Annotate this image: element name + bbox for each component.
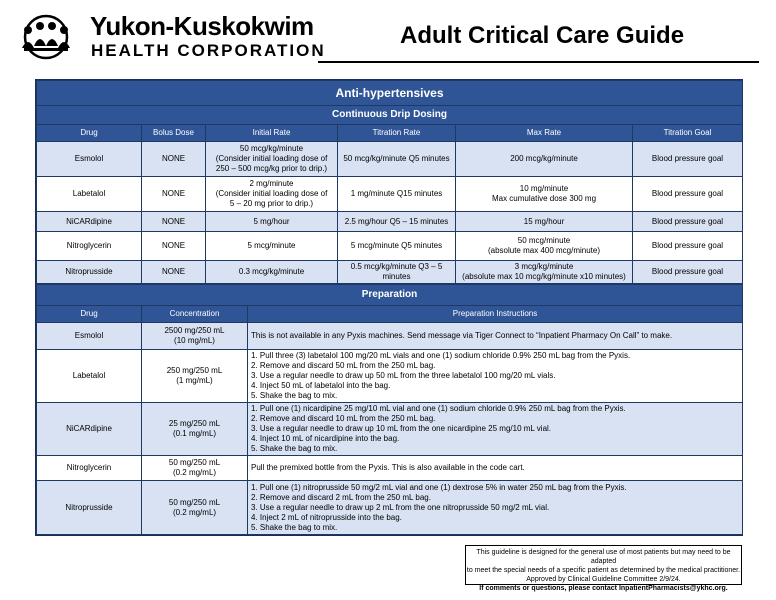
prep-col-header-drug: Drug bbox=[37, 306, 142, 323]
drug-name: Labetalol bbox=[37, 177, 142, 212]
preparation-instructions-line: 3. Use a regular needle to draw up 10 mL from the one nicardipine 25 mg/10 mL vial. bbox=[251, 424, 552, 433]
initial-rate-line: (Consider initial loading dose of bbox=[215, 154, 328, 163]
concentration-line: (0.2 mg/mL) bbox=[172, 507, 217, 517]
drip-table bbox=[36, 80, 743, 284]
concentration-line: (0.1 mg/mL) bbox=[172, 429, 217, 438]
initial-rate-line: 5 mcg/minute bbox=[247, 241, 296, 250]
preparation-instructions-line: 4. Inject 10 mL of nicardipine into the bag. bbox=[251, 434, 400, 443]
titration-rate: 0.5 mcg/kg/minute Q3 – 5 minutes bbox=[338, 261, 456, 284]
disclaimer-line-2: to meet the special needs of a specific patient as determined by the medical practitioner. bbox=[466, 567, 741, 574]
initial-rate-line: 2 mg/minute bbox=[249, 179, 294, 188]
preparation-instructions-line: 2. Remove and discard 2 mL from the 250 mL bag. bbox=[251, 492, 431, 502]
col-header-titration-goal: Titration Goal bbox=[633, 125, 743, 142]
concentration-line: 50 mg/250 mL bbox=[168, 497, 221, 507]
preparation-instructions-line: 1. Pull three (3) labetalol 100 mg/20 mL vials and one (1) sodium chloride 0.9% 250 mL bag from the Pyxis. bbox=[251, 351, 631, 360]
title-underline bbox=[318, 61, 759, 63]
drip-rows bbox=[37, 142, 743, 284]
preparation-instructions bbox=[248, 350, 743, 403]
prep-title: Preparation bbox=[37, 285, 743, 306]
ykhc-logo-icon bbox=[16, 14, 76, 60]
initial-rate-line: 50 mcg/kg/minute bbox=[239, 144, 304, 153]
concentration bbox=[142, 456, 248, 481]
titration-goal: Blood pressure goal bbox=[633, 142, 743, 177]
concentration bbox=[142, 481, 248, 535]
titration-goal: Blood pressure goal bbox=[633, 261, 743, 284]
max-rate-line: 3 mcg/kg/minute bbox=[514, 262, 574, 271]
initial-rate-line: 5 – 20 mg prior to drip.) bbox=[229, 199, 314, 208]
initial-rate bbox=[206, 232, 338, 261]
bolus-dose: NONE bbox=[142, 261, 206, 284]
prep-col-header-concentration: Concentration bbox=[142, 306, 248, 323]
max-rate bbox=[456, 232, 633, 261]
initial-rate-line: (Consider initial loading dose of bbox=[215, 189, 328, 198]
max-rate-line: 10 mg/minute bbox=[519, 184, 569, 193]
preparation-instructions-line: This is not available in any Pyxis machines. Send message via Tiger Connect to “Inpatient Pharmacy On Call” to make. bbox=[251, 331, 673, 340]
titration-goal: Blood pressure goal bbox=[633, 232, 743, 261]
concentration bbox=[142, 350, 248, 403]
col-header-titration-rate: Titration Rate bbox=[338, 125, 456, 142]
col-header-max-rate: Max Rate bbox=[456, 125, 633, 142]
section-title: Anti-hypertensives bbox=[37, 81, 743, 106]
preparation-instructions-line: 5. Shake the bag to mix. bbox=[251, 444, 338, 453]
titration-rate: 50 mcg/kg/minute Q5 minutes bbox=[338, 142, 456, 177]
initial-rate-line: 0.3 mcg/kg/minute bbox=[238, 267, 305, 276]
initial-rate bbox=[206, 142, 338, 177]
bolus-dose: NONE bbox=[142, 177, 206, 212]
max-rate-line: Max cumulative dose 300 mg bbox=[491, 194, 597, 203]
preparation-instructions-line: 5. Shake the bag to mix. bbox=[251, 391, 338, 400]
drug-name: NiCARdipine bbox=[37, 212, 142, 232]
initial-rate bbox=[206, 177, 338, 212]
max-rate bbox=[456, 177, 633, 212]
max-rate-line: 200 mcg/kg/minute bbox=[510, 154, 578, 163]
preparation-instructions bbox=[248, 456, 743, 481]
max-rate bbox=[456, 261, 633, 284]
max-rate-line: 50 mcg/minute bbox=[517, 236, 571, 245]
concentration bbox=[142, 323, 248, 350]
table-row bbox=[37, 350, 743, 403]
drug-name: Nitroprusside bbox=[37, 481, 142, 535]
preparation-instructions-line: 1. Pull one (1) nicardipine 25 mg/10 mL vial and one (1) sodium chloride 0.9% 250 mL bag from the Pyxis. bbox=[251, 404, 626, 413]
preparation-instructions-line: 3. Use a regular needle to draw up 2 mL from the one nitroprusside 50 mg/2 mL vial. bbox=[251, 502, 550, 512]
drug-name: Esmolol bbox=[37, 323, 142, 350]
preparation-instructions bbox=[248, 403, 743, 456]
preparation-instructions-line: 5. Shake the bag to mix. bbox=[251, 522, 338, 532]
bolus-dose: NONE bbox=[142, 212, 206, 232]
drip-title: Continuous Drip Dosing bbox=[37, 106, 743, 125]
concentration-line: (1 mg/mL) bbox=[176, 376, 213, 385]
drug-name: Nitroprusside bbox=[37, 261, 142, 284]
titration-rate: 1 mg/minute Q15 minutes bbox=[338, 177, 456, 212]
prep-table bbox=[36, 284, 743, 535]
table-row bbox=[37, 456, 743, 481]
disclaimer-line-3: Approved by Clinical Guideline Committee 2/9/24. bbox=[526, 576, 681, 583]
preparation-instructions-line: 2. Remove and discard 50 mL from the 250 mL bag. bbox=[251, 361, 436, 370]
initial-rate-line: 250 – 500 mcg/kg prior to drip.) bbox=[215, 164, 328, 173]
table-row bbox=[37, 403, 743, 456]
table-row bbox=[37, 212, 743, 232]
prep-col-header-instructions: Preparation Instructions bbox=[248, 306, 743, 323]
preparation-instructions-line: 3. Use a regular needle to draw up 50 mL from the three labetalol 100 mg/20 mL vials. bbox=[251, 371, 556, 380]
drug-name: Esmolol bbox=[37, 142, 142, 177]
table-row bbox=[37, 142, 743, 177]
org-subtitle: HEALTH CORPORATION bbox=[91, 41, 326, 60]
initial-rate bbox=[206, 261, 338, 284]
contact-line: If comments or questions, please contact InpatientPharmacists@ykhc.org. bbox=[479, 585, 728, 592]
initial-rate-line: 5 mg/hour bbox=[253, 216, 290, 226]
concentration-line: (0.2 mg/mL) bbox=[172, 468, 217, 477]
page-header bbox=[0, 0, 776, 75]
table-row bbox=[37, 177, 743, 212]
max-rate-line: 15 mg/hour bbox=[523, 216, 565, 226]
concentration-line: 50 mg/250 mL bbox=[168, 458, 221, 467]
concentration-line: (10 mg/mL) bbox=[174, 336, 215, 345]
preparation-instructions-line: Pull the premixed bottle from the Pyxis. This is also available in the code cart. bbox=[251, 463, 525, 472]
max-rate bbox=[456, 212, 633, 232]
anti-hypertensives-table bbox=[35, 79, 743, 536]
concentration bbox=[142, 403, 248, 456]
drug-name: Nitroglycerin bbox=[37, 232, 142, 261]
drug-name: Nitroglycerin bbox=[37, 456, 142, 481]
titration-rate: 5 mcg/minute Q5 minutes bbox=[338, 232, 456, 261]
table-row bbox=[37, 261, 743, 284]
prep-rows bbox=[37, 323, 743, 535]
preparation-instructions-line: 4. Inject 50 mL of labetalol into the bag. bbox=[251, 381, 391, 390]
guide-title: Adult Critical Care Guide bbox=[400, 22, 685, 49]
preparation-instructions-line: 1. Pull one (1) nitroprusside 50 mg/2 mL vial and one (1) dextrose 5% in water 250 mL bag from the Pyxis. bbox=[251, 482, 627, 492]
bolus-dose: NONE bbox=[142, 142, 206, 177]
titration-goal: Blood pressure goal bbox=[633, 177, 743, 212]
max-rate bbox=[456, 142, 633, 177]
bolus-dose: NONE bbox=[142, 232, 206, 261]
drug-name: NiCARdipine bbox=[37, 403, 142, 456]
org-name: Yukon-Kuskokwim bbox=[90, 11, 314, 41]
initial-rate bbox=[206, 212, 338, 232]
col-header-drug: Drug bbox=[37, 125, 142, 142]
concentration-line: 250 mg/250 mL bbox=[166, 366, 223, 375]
max-rate-line: (absolute max 10 mcg/kg/minute x10 minutes) bbox=[462, 272, 626, 281]
drug-name: Labetalol bbox=[37, 350, 142, 403]
disclaimer-box bbox=[465, 545, 742, 592]
titration-rate: 2.5 mg/hour Q5 – 15 minutes bbox=[338, 212, 456, 232]
preparation-instructions bbox=[248, 323, 743, 350]
table-row bbox=[37, 232, 743, 261]
col-header-initial-rate: Initial Rate bbox=[206, 125, 338, 142]
preparation-instructions bbox=[248, 481, 743, 535]
col-header-bolus: Bolus Dose bbox=[142, 125, 206, 142]
table-row bbox=[37, 481, 743, 535]
table-row bbox=[37, 323, 743, 350]
titration-goal: Blood pressure goal bbox=[633, 212, 743, 232]
preparation-instructions-line: 2. Remove and discard 10 mL from the 250 mL bag. bbox=[251, 414, 436, 423]
preparation-instructions-line: 4. Inject 2 mL of nitroprusside into the bag. bbox=[251, 512, 402, 522]
max-rate-line: (absolute max 400 mcg/minute) bbox=[487, 246, 601, 255]
concentration-line: 2500 mg/250 mL bbox=[164, 326, 225, 335]
disclaimer-line-1: This guideline is designed for the general use of most patients but may need to be adapted bbox=[476, 549, 731, 565]
concentration-line: 25 mg/250 mL bbox=[168, 419, 221, 428]
